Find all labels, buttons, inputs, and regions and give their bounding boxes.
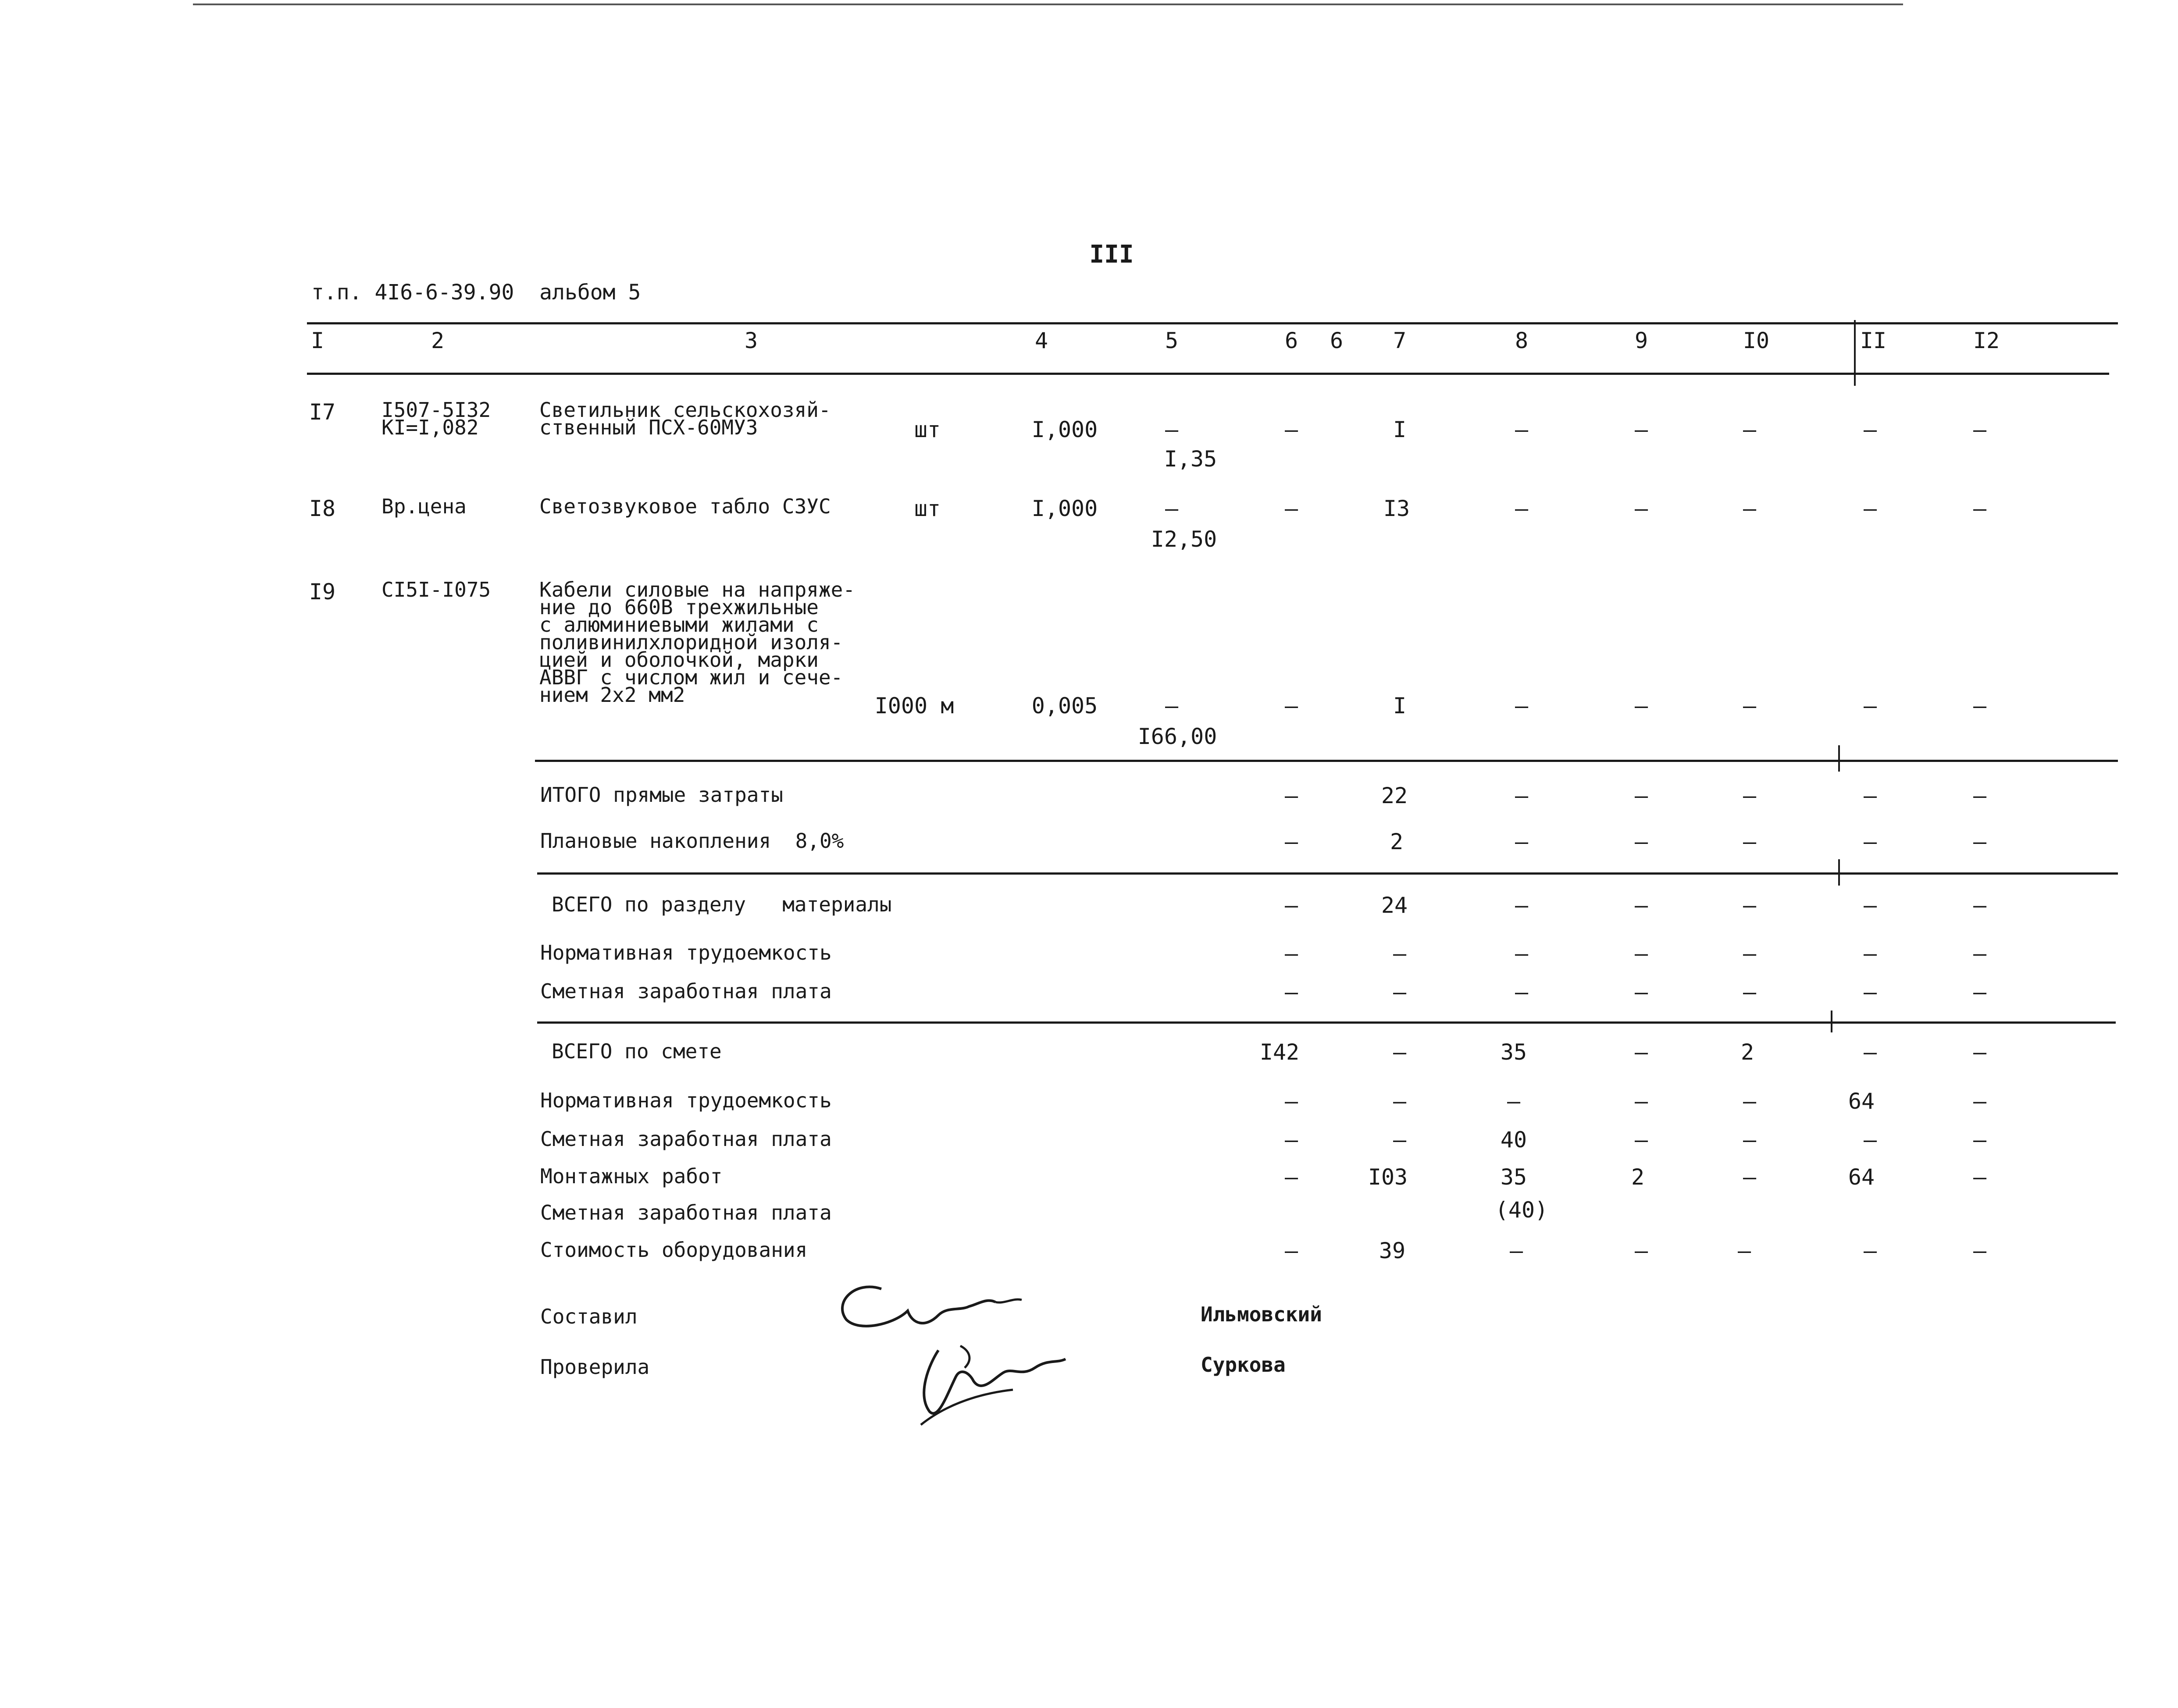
cell-c12: –	[1973, 693, 1987, 719]
summary-label: Сметная заработная плата	[540, 1201, 832, 1224]
cell-c10: –	[1737, 1238, 1751, 1263]
cell-c8: –	[1515, 783, 1529, 808]
cell-c7: –	[1393, 941, 1407, 966]
cell-c7: I	[1393, 417, 1407, 442]
cell-c12: –	[1973, 417, 1987, 442]
checked-by-label: Проверила	[540, 1355, 650, 1379]
row-price-bottom: I2,50	[1151, 527, 1217, 552]
cell-c8: 35	[1500, 1039, 1527, 1065]
cell-c11: –	[1863, 1039, 1877, 1065]
cell-c8: 35	[1500, 1164, 1527, 1190]
row-quantity: I,000	[1031, 496, 1098, 521]
col-header: 9	[1634, 328, 1648, 353]
desc-line: с алюминиевыми жилами с	[539, 613, 819, 637]
cell-c10: –	[1743, 1164, 1757, 1190]
cell-c8: –	[1507, 1089, 1521, 1114]
section-rule	[535, 760, 2118, 762]
cell-c11: –	[1863, 1127, 1877, 1153]
row-number: I8	[309, 496, 336, 521]
cell-c9: –	[1634, 1039, 1648, 1065]
cell-c10: –	[1743, 417, 1757, 442]
cell-c7: 2	[1390, 829, 1404, 854]
cell-c8: –	[1515, 496, 1529, 521]
code-line: Вр.цена	[381, 495, 467, 518]
column-tick	[1831, 1011, 1832, 1032]
cell-c6: –	[1284, 941, 1298, 966]
col-header: I0	[1743, 328, 1770, 353]
cell-c10: –	[1743, 496, 1757, 521]
row-code	[381, 578, 491, 601]
page-number: III	[1089, 240, 1134, 269]
cell-c12: –	[1973, 496, 1987, 521]
cell-c9: –	[1634, 1089, 1648, 1114]
cell-c10: –	[1743, 693, 1757, 719]
cell-c11: –	[1863, 693, 1877, 719]
checked-by-name: Суркова	[1201, 1353, 1286, 1377]
desc-line: Кабели силовые на напряже-	[539, 578, 856, 601]
row-unit: шт	[914, 417, 941, 442]
cell-c7: I03	[1368, 1164, 1408, 1190]
cell-c7: I	[1393, 693, 1407, 719]
summary-label: Нормативная трудоемкость	[540, 1089, 832, 1112]
row-code	[381, 398, 491, 439]
summary-label: Плановые накопления 8,0%	[540, 829, 844, 853]
summary-label: ИТОГО прямые затраты	[540, 783, 783, 807]
row-price-top: –	[1165, 417, 1179, 442]
cell-c6: –	[1284, 829, 1298, 854]
cell-c7: 39	[1379, 1238, 1406, 1263]
cell-c10: –	[1743, 979, 1757, 1005]
code-line: KI=I,082	[381, 416, 479, 439]
col-header: 4	[1034, 328, 1048, 353]
cell-c12: –	[1973, 1127, 1987, 1153]
row-description	[539, 578, 856, 707]
cell-c7: 24	[1381, 893, 1408, 918]
cell-c11: –	[1863, 893, 1877, 918]
col-header: II	[1860, 328, 1887, 353]
desc-line: Светозвуковое табло СЗУС	[539, 495, 831, 518]
summary-label: Нормативная трудоемкость	[540, 941, 832, 964]
cell-c11: –	[1863, 783, 1877, 808]
desc-line: Светильник сельскохозяй-	[539, 398, 831, 422]
desc-line: ственный ПСХ-60МУ3	[539, 416, 758, 439]
cell-c12: –	[1973, 1238, 1987, 1263]
row-quantity: I,000	[1031, 417, 1098, 442]
summary-label: ВСЕГО по смете	[552, 1039, 722, 1063]
row-unit: I000 м	[874, 693, 954, 719]
column-tick	[1838, 859, 1840, 886]
desc-line: нием 2х2 мм2	[539, 683, 685, 707]
col-header: 3	[744, 328, 758, 353]
cell-c9: –	[1634, 829, 1648, 854]
cell-c12: –	[1973, 829, 1987, 854]
cell-c9: –	[1634, 1127, 1648, 1153]
cell-c11: –	[1863, 829, 1877, 854]
row-price-top: –	[1165, 693, 1179, 719]
cell-c10: –	[1743, 829, 1757, 854]
compiled-by-label: Составил	[540, 1305, 638, 1328]
signature-icon	[829, 1263, 1083, 1438]
cell-c8: (40)	[1495, 1197, 1548, 1223]
cell-c7: 22	[1381, 783, 1408, 808]
cell-c7: –	[1393, 1039, 1407, 1065]
cell-c6: –	[1284, 496, 1298, 521]
cell-c9: –	[1634, 941, 1648, 966]
cell-c6: –	[1284, 1238, 1298, 1263]
cell-c12: –	[1973, 979, 1987, 1005]
cell-c6: –	[1284, 417, 1298, 442]
cell-c8: –	[1515, 829, 1529, 854]
cell-c8: –	[1515, 979, 1529, 1005]
cell-c10: –	[1743, 941, 1757, 966]
cell-c6: I42	[1259, 1039, 1300, 1065]
header-top-rule	[307, 322, 2118, 324]
desc-line: цией и оболочкой, марки	[539, 648, 819, 672]
cell-c10: –	[1743, 893, 1757, 918]
cell-c6: –	[1284, 979, 1298, 1005]
column-divider	[1854, 320, 1856, 386]
col-header: 6	[1284, 328, 1298, 353]
cell-c11: –	[1863, 417, 1877, 442]
cell-c9: –	[1634, 893, 1648, 918]
scan-edge-line	[193, 4, 1903, 5]
desc-line: поливинилхлоридной изоля-	[539, 630, 843, 654]
row-price-bottom: I66,00	[1137, 724, 1217, 749]
cell-c11: –	[1863, 1238, 1877, 1263]
cell-c6: –	[1284, 783, 1298, 808]
cell-c8: –	[1515, 693, 1529, 719]
document-reference: т.п. 4I6-6-39.90 альбом 5	[311, 280, 641, 305]
summary-label: Стоимость оборудования	[540, 1238, 808, 1262]
cell-c6: –	[1284, 1164, 1298, 1190]
col-header: 8	[1515, 328, 1529, 353]
compiled-by-name: Ильмовский	[1201, 1302, 1322, 1326]
row-price-bottom: I,35	[1164, 446, 1217, 472]
desc-line: ние до 660В трехжильные	[539, 595, 819, 619]
cell-c12: –	[1973, 1164, 1987, 1190]
cell-c10: 2	[1740, 1039, 1754, 1065]
col-header: 6	[1330, 328, 1344, 353]
col-header: I2	[1973, 328, 2000, 353]
cell-c11: –	[1863, 941, 1877, 966]
cell-c9: –	[1634, 979, 1648, 1005]
cell-c8: –	[1515, 893, 1529, 918]
cell-c7: I3	[1383, 496, 1410, 521]
cell-c12: –	[1973, 1039, 1987, 1065]
col-header: I	[310, 328, 324, 353]
cell-c9: –	[1634, 783, 1648, 808]
cell-c9: –	[1634, 1238, 1648, 1263]
cell-c7: –	[1393, 1127, 1407, 1153]
cell-c12: –	[1973, 941, 1987, 966]
cell-c10: –	[1743, 1127, 1757, 1153]
cell-c10: –	[1743, 1089, 1757, 1114]
cell-c6: –	[1284, 1089, 1298, 1114]
cell-c8: 40	[1500, 1127, 1527, 1153]
row-price-top: –	[1165, 496, 1179, 521]
cell-c12: –	[1973, 783, 1987, 808]
cell-c6: –	[1284, 693, 1298, 719]
col-header: 2	[431, 328, 445, 353]
cell-c11: –	[1863, 979, 1877, 1005]
header-bottom-rule	[307, 373, 2109, 375]
section-rule	[537, 872, 2118, 875]
summary-label: Сметная заработная плата	[540, 1127, 832, 1151]
row-description	[539, 495, 831, 518]
cell-c9: –	[1634, 693, 1648, 719]
cell-c12: –	[1973, 1089, 1987, 1114]
row-number: I9	[309, 579, 336, 605]
cell-c11: 64	[1848, 1164, 1875, 1190]
cell-c6: –	[1284, 1127, 1298, 1153]
col-header: 7	[1393, 328, 1407, 353]
section-rule	[537, 1021, 2116, 1024]
summary-label: Монтажных работ	[540, 1164, 723, 1188]
cell-c11: 64	[1848, 1089, 1875, 1114]
cell-c9: –	[1634, 496, 1648, 521]
summary-label: ВСЕГО по разделу материалы	[552, 893, 892, 916]
cell-c8: –	[1509, 1238, 1523, 1263]
row-quantity: 0,005	[1031, 693, 1098, 719]
code-line: I507-5I32	[381, 398, 491, 422]
cell-c6: –	[1284, 893, 1298, 918]
row-number: I7	[309, 399, 336, 425]
code-line: CI5I-I075	[381, 578, 491, 601]
cell-c9: –	[1634, 417, 1648, 442]
cell-c8: –	[1515, 941, 1529, 966]
cell-c10: –	[1743, 783, 1757, 808]
cell-c8: –	[1515, 417, 1529, 442]
cell-c7: –	[1393, 1089, 1407, 1114]
cell-c12: –	[1973, 893, 1987, 918]
row-code	[381, 495, 467, 518]
cell-c7: –	[1393, 979, 1407, 1005]
cell-c9: 2	[1631, 1164, 1645, 1190]
col-header: 5	[1165, 328, 1179, 353]
column-tick	[1838, 745, 1840, 772]
row-description	[539, 398, 831, 439]
cell-c11: –	[1863, 496, 1877, 521]
summary-label: Сметная заработная плата	[540, 979, 832, 1003]
row-unit: шт	[914, 496, 941, 521]
desc-line: АВВГ с числом жил и сече-	[539, 665, 843, 689]
